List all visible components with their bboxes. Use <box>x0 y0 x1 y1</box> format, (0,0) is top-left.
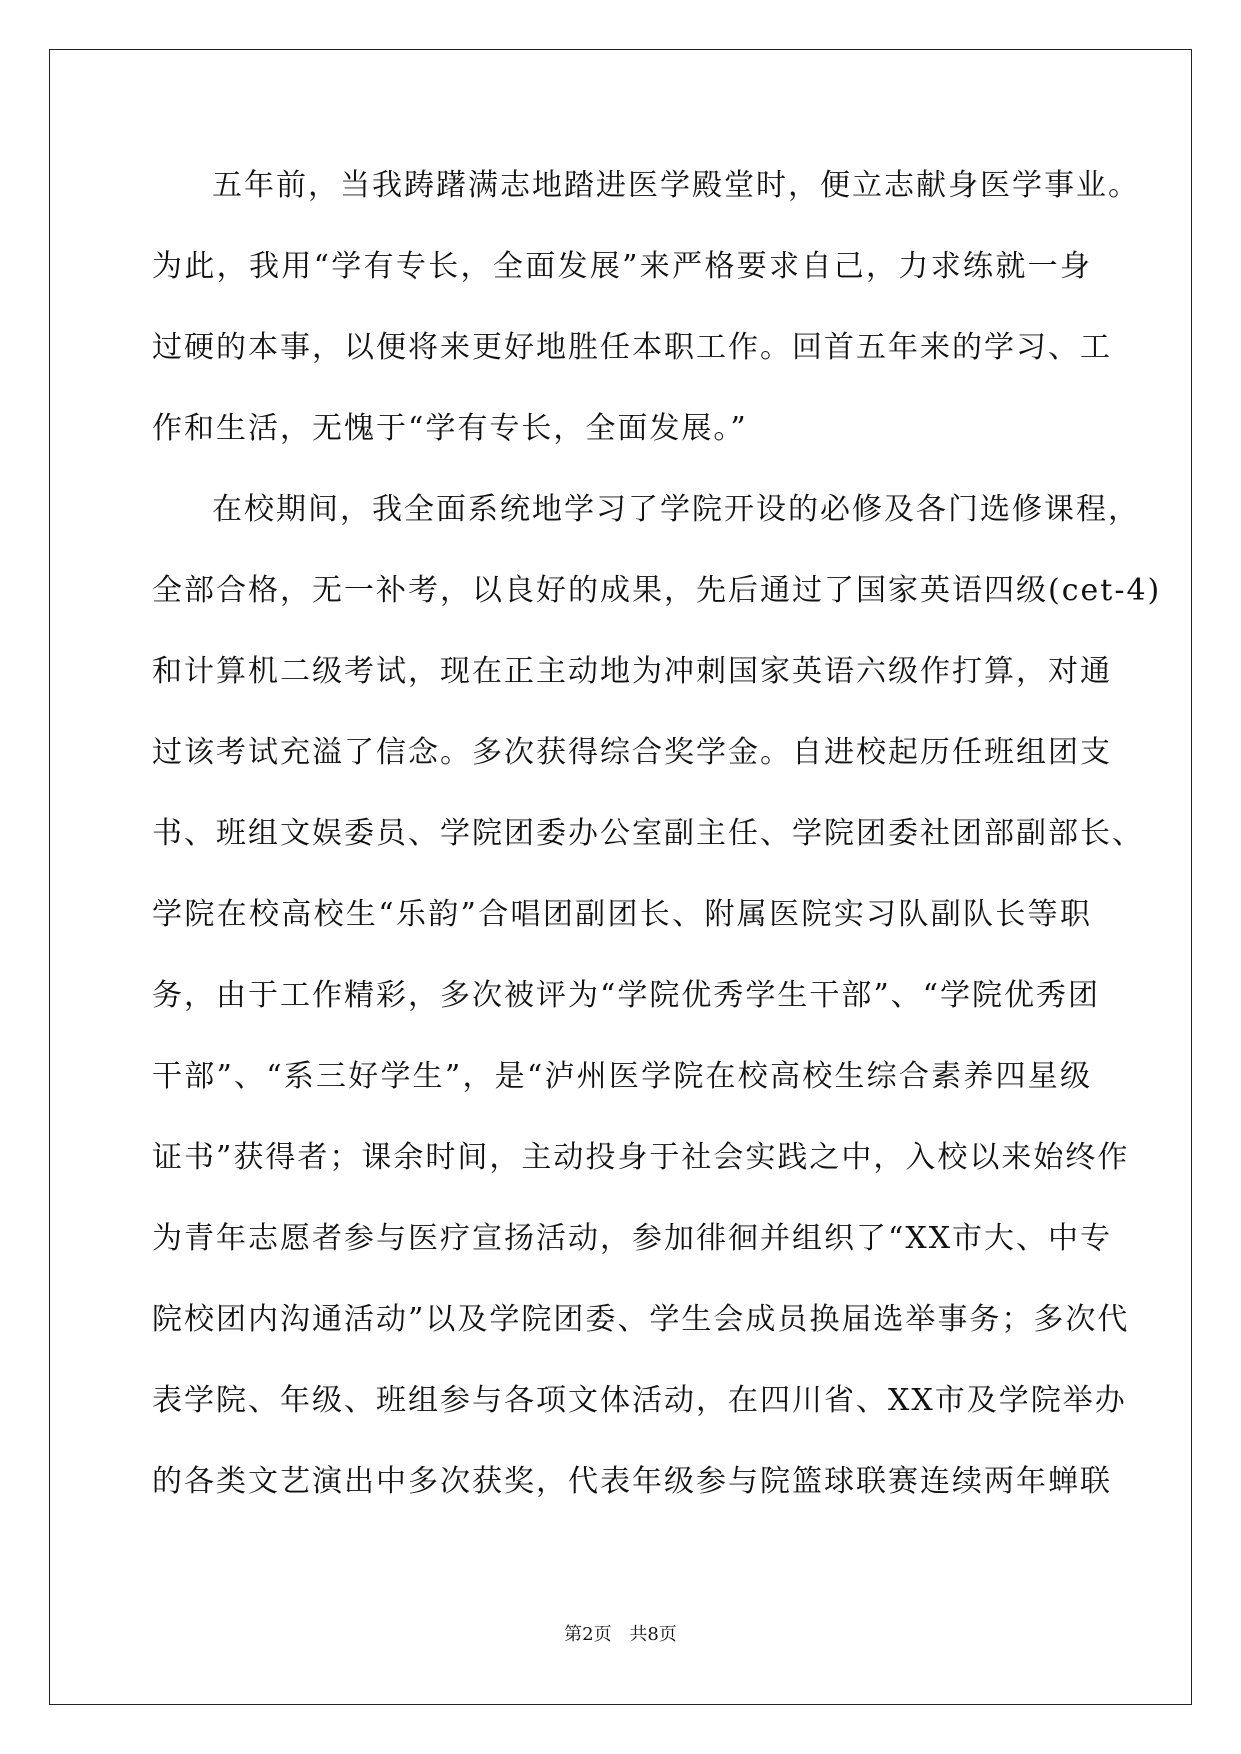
paragraph-line: 学院在校高校生“乐韵”合唱团副团长、附属医院实习队副队长等职 <box>152 897 1092 932</box>
paragraph-line: 表学院、年级、班组参与各项文体活动，在四川省、XX市及学院举办 <box>152 1383 1127 1418</box>
paragraph-line: 务，由于工作精彩，多次被评为“学院优秀学生干部”、“学院优秀团 <box>152 978 1101 1013</box>
paragraph-line: 院校团内沟通活动”以及学院团委、学生会成员换届选举事务；多次代 <box>152 1302 1130 1337</box>
paragraph-line: 过硬的本事，以便将来更好地胜任本职工作。回首五年来的学习、工 <box>152 330 1112 365</box>
paragraph-line: 干部”、“系三好学生”，是“泸州医学院在校高校生综合素养四星级 <box>152 1059 1092 1094</box>
paragraph-line: 为此，我用“学有专长，全面发展”来严格要求自己，力求练就一身 <box>152 249 1092 284</box>
paragraph-line: 证书”获得者；课余时间，主动投身于社会实践之中，入校以来始终作 <box>152 1140 1130 1175</box>
paragraph-line: 五年前，当我踌躇满志地踏进医学殿堂时，便立志献身医学事业。 <box>212 168 1140 203</box>
paragraph-line: 全部合格，无一补考，以良好的成果，先后通过了国家英语四级(cet-4) <box>152 573 1162 608</box>
page-total: 共8页 <box>629 1624 677 1645</box>
page-number: 第2页 <box>564 1624 612 1645</box>
document-body <box>152 158 1162 1535</box>
paragraph-line: 的各类文艺演出中多次获奖，代表年级参与院篮球联赛连续两年蝉联 <box>152 1464 1112 1499</box>
page-footer <box>0 1620 1241 1646</box>
paragraph-line: 过该考试充溢了信念。多次获得综合奖学金。自进校起历任班组团支 <box>152 735 1112 770</box>
paragraph-line: 为青年志愿者参与医疗宣扬活动，参加徘徊并组织了“XX市大、中专 <box>152 1221 1113 1256</box>
paragraph-line: 作和生活，无愧于“学有专长，全面发展。” <box>152 411 748 446</box>
paragraph-line: 和计算机二级考试，现在正主动地为冲刺国家英语六级作打算，对通 <box>152 654 1112 689</box>
paragraph-line: 书、班组文娱委员、学院团委办公室副主任、学院团委社团部副部长、 <box>152 816 1144 851</box>
paragraph-line: 在校期间，我全面系统地学习了学院开设的必修及各门选修课程， <box>212 492 1140 527</box>
